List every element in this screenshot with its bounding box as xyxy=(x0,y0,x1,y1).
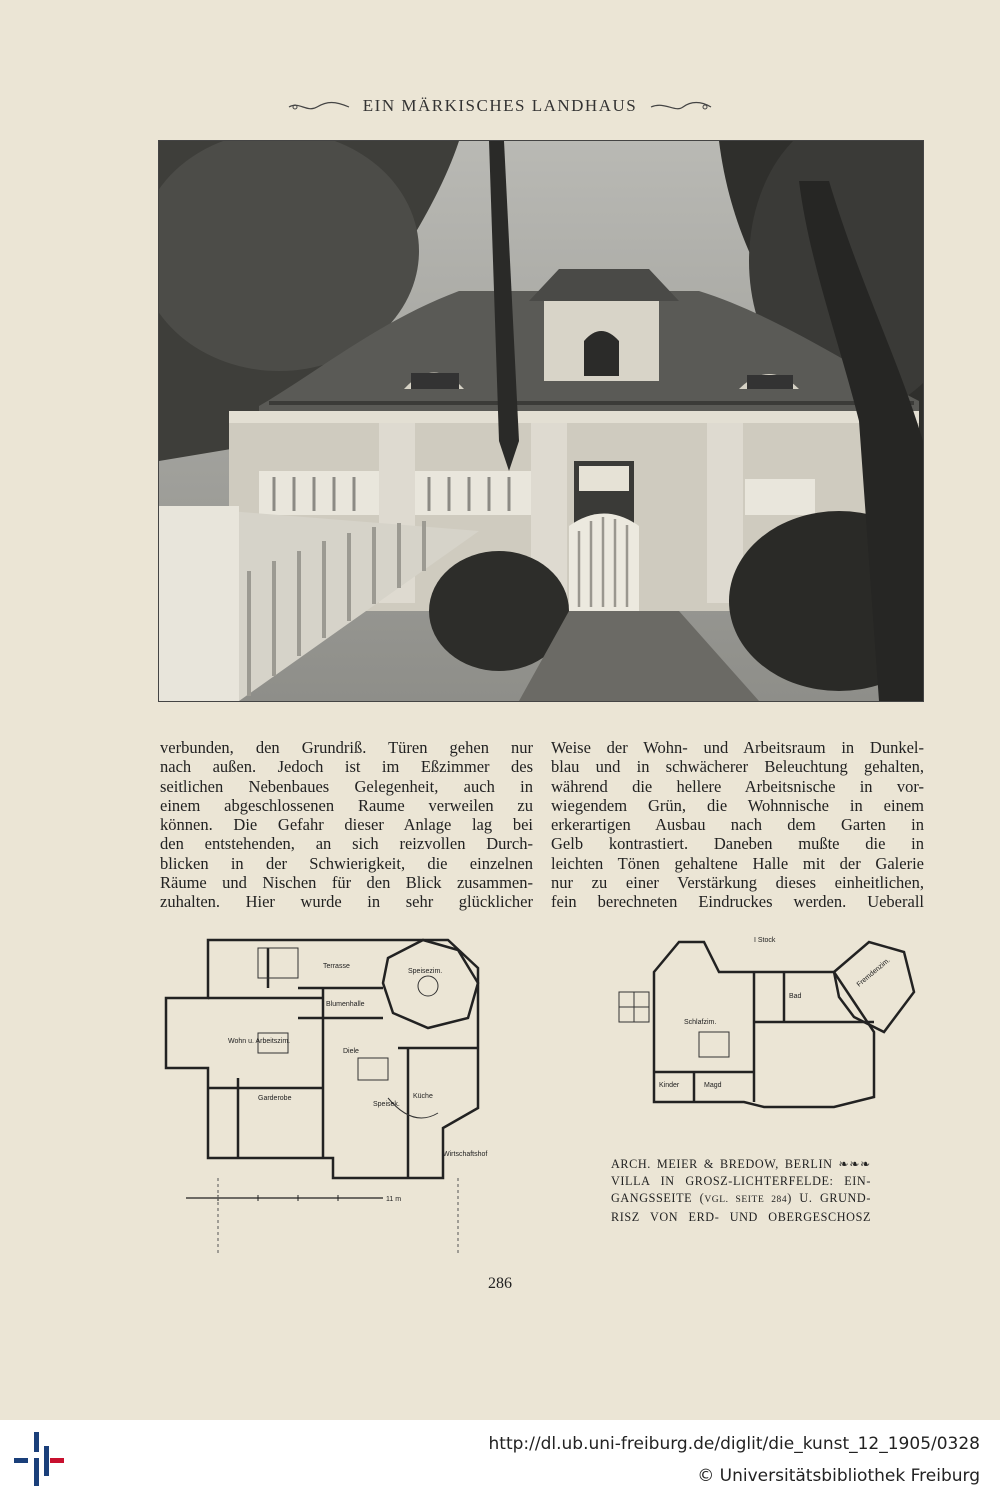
text-line: leichten Tönen gehaltene Halle mit der Galerie xyxy=(551,853,924,873)
document-url[interactable]: http://dl.ub.uni-freiburg.de/diglit/die_kunst_12_1905/0328 xyxy=(488,1434,980,1454)
label-wirtschaftshof: Wirtschaftshof xyxy=(443,1151,488,1158)
villa-photograph xyxy=(158,140,924,702)
text-line: einem abgeschlossenen Raume verweilen zu xyxy=(160,795,533,815)
viewer-footer xyxy=(0,1420,1000,1499)
caption-line: RISZ VON ERD- UND OBERGESCHOSZ xyxy=(611,1210,871,1224)
text-line: können. Die Gefahr dieser Anlage lag bei xyxy=(160,815,533,835)
page-number: 286 xyxy=(488,1275,512,1292)
caption-segment: VGL. SEITE 284 xyxy=(704,1195,788,1205)
ornament-right-icon xyxy=(649,100,713,114)
text-line: fein berechneten Eindruckes werden. Ueberall xyxy=(551,892,924,912)
text-column-right xyxy=(551,738,924,912)
copyright-notice: © Universitätsbibliothek Freiburg xyxy=(697,1466,980,1486)
caption-line xyxy=(611,1190,871,1209)
text-line: während die hellere Arbeitsnische in vor- xyxy=(551,776,924,796)
text-line: Gelb kontrastiert. Daneben mußte die in xyxy=(551,834,924,854)
figure-caption xyxy=(611,1156,871,1226)
header-title: EIN MÄRKISCHES LANDHAUS xyxy=(362,96,638,115)
caption-line: VILLA IN GROSZ-LICHTERFELDE: EIN- xyxy=(611,1174,871,1188)
label-fremdenzim: Fremdenzim. xyxy=(855,956,892,989)
label-diele: Diele xyxy=(343,1048,359,1055)
text-line: seitlichen Nebenbaues Gelegenheit, auch in xyxy=(160,776,533,796)
upper-floor-plan xyxy=(604,922,934,1142)
label-terrasse: Terrasse xyxy=(323,963,350,970)
text-line: Räume und Nischen für den Blick zusammen- xyxy=(160,873,533,893)
label-speisezim: Speisezim. xyxy=(408,968,443,975)
caption-segment: GANGSSEITE ( xyxy=(611,1191,705,1205)
text-column-left xyxy=(160,738,533,912)
text-line: wiegendem Grün, die Wohnnische in einem xyxy=(551,795,924,815)
label-wohn: Wohn u. Arbeitszim. xyxy=(228,1038,291,1045)
label-garderobe: Garderobe xyxy=(258,1095,292,1102)
label-magd: Magd xyxy=(704,1082,722,1089)
text-line: nach außen. Jedoch ist im Eßzimmer des xyxy=(160,757,533,777)
caption-line: ARCH. MEIER & BREDOW, BERLIN ❧❧❧ xyxy=(611,1157,871,1171)
text-line: blicken in der Schwierigkeit, die einzelnen xyxy=(160,853,533,873)
text-line: nur zu einer Verstärkung dieses einheitlichen, xyxy=(551,873,924,893)
text-line: zuhalten. Hier wurde in sehr glücklicher xyxy=(160,892,533,912)
text-line: verbunden, den Grundriß. Türen gehen nur xyxy=(160,738,533,757)
caption-segment: ) U. GRUND- xyxy=(787,1191,871,1205)
text-line: erkerartigen Ausbau nach dem Garten in xyxy=(551,815,924,835)
running-header xyxy=(0,96,1000,116)
text-line: blau und in schwächerer Beleuchtung gehalten, xyxy=(551,757,924,777)
label-bad: Bad xyxy=(789,993,802,1000)
text-line: Weise der Wohn- und Arbeitsraum in Dunkel- xyxy=(551,738,924,757)
library-logo-icon xyxy=(14,1432,64,1486)
label-schlafzim: Schlafzim. xyxy=(684,1019,717,1026)
text-line: den entstehenden, an sich reizvollen Durch- xyxy=(160,834,533,854)
ornament-left-icon xyxy=(287,100,351,114)
ground-floor-plan xyxy=(158,928,530,1253)
label-blumenhalle: Blumenhalle xyxy=(326,1001,365,1008)
label-stock: I Stock xyxy=(754,937,776,944)
label-speisek: Speisek. xyxy=(373,1101,400,1108)
label-scale: 11 m xyxy=(386,1196,402,1203)
label-kinder: Kinder xyxy=(659,1082,680,1089)
label-kueche: Küche xyxy=(413,1093,433,1100)
